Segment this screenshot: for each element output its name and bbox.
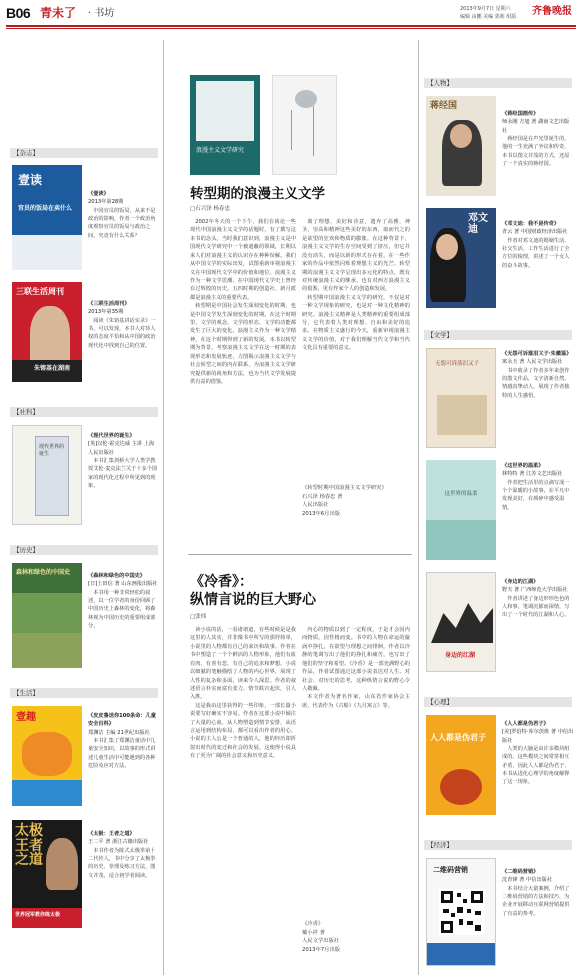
cover-jiang: 蒋经国	[426, 96, 496, 196]
byline-romanticism: □石兴泽 杨春忠	[190, 206, 230, 212]
label-people: 【人物】	[424, 78, 572, 88]
cover-qrcode: 二维码营销	[426, 858, 496, 966]
article-divider	[188, 554, 412, 555]
book-sanlian: 《三联生活周刊》 2013年第35期 阅读《朱镕基讲话实录》一书，可以发现，本书人对待人权的态度平恰和从中国的政治现代化中找到自己的位置。	[88, 301, 156, 349]
book-hypocrite: 《人人都是伪君子》 [美]罗伯特·库尔茨班 著 中信出版社 人类的大脑是由许多模块组成的，这些模块之间常常相互矛盾，因此人人都是伪君子，本书从进化心理学的角度解释了这一现象。	[502, 721, 574, 786]
book-modern-world: 《现代世界的诞生》 [英]汉伦·霍克达威 主讲 上海人民出版社 本书汇集剑桥大学人类学教授艾伦·麦克法兰关于十多个国家的现代化过程中所见到的现象。	[88, 433, 158, 489]
date-text: 2013年9月7日 星期六	[460, 6, 511, 12]
cover-hypocrite: 人人都是伪君子	[426, 715, 496, 815]
cover-romanticism: 浪漫主义文学研究	[190, 75, 260, 175]
article1-col1: 2002年冬天的一个下午，我们在谈论一些现代中国浪漫主义文学的话题时，有了撰写这本书的念头。当时我们意识到，浪漫主义是中国现代文学研究中一个被遮蔽的领域，长期以来人们对浪漫主义的认识存在种种误解。我们从中国文学的实际出发，试图重新审视浪漫主义在中国现代文学中的价值和地位。浪漫主义作为一种文学思潮，在中国现代文学史上曾经有过辉煌的历史，五四时期的创造社、新月派都是浪漫主义的重要代表。 转型期是中国社会发生深刻变化的时期，也是中国文学发生深刻变化的时期。在这个时期里，文学的观念、文学的形态、文学的功能都发生了巨大的变化。浪漫主义作为一种文学精神，在这个时期得到了新的发展。本书以转型期为背景，考察浪漫主义文学在这一时期的表现形态和发展轨迹，力图揭示浪漫主义文学与社会转型之间的内在联系，为浪漫主义文学研究提供新的视角和方法，也为当代文学发展提供有益的借鉴。	[190, 219, 296, 386]
label-literature: 【文学】	[424, 330, 572, 340]
cover-forest-china: 森林和绿色的中国史	[12, 563, 82, 668]
book-deng: 《邓文迪：我不是传奇》 青云 著 中国财政经济出版社 作者对邓文迪的婚姻生活、社交生活、工作生活进行了全方位的梳理，讲述了一个女人的奋斗故事。	[502, 221, 570, 269]
article1-bookinfo: 《转型时期中国浪漫主义文学研究》 石兴泽 杨春忠 著 人民出版社 2013年6月出版	[302, 485, 387, 518]
book-qrcode: 《二维码营销》 沈青锋 著 中信出版社 本书结合大量案例，介绍了二维码营销的方法和技巧，为企业开展移动互联网营销提供了有益的参考。	[502, 869, 570, 917]
page-number: B06	[6, 5, 31, 21]
article-title-romanticism: 转型期的浪漫主义文学	[190, 186, 325, 202]
cover-jianghu: 身边的江湖	[426, 572, 496, 672]
label-psychology: 【心理】	[424, 697, 572, 707]
article-title-lengxiang: 《冷香》： 纵情言说的巨大野心	[190, 574, 316, 608]
article2-col2: 内心的物质以到了一定程度，于是才会因内而物质，因性格而变。书中的人物在命运的漩涡中挣扎，在欲望与理想之间徘徊，作者以冷静的笔调写出了他们的挣扎和痛苦，也写出了他们的坚守和希望。《冷香》是一部充满野心的作品，作者试图通过这部小说表达对人生、对社会、对历史的思考，这种纵情言说的野心令人敬佩。 本文作者为著名作家，山东省作家协会主席，代表作为《古船》《九月寓言》等。	[302, 627, 410, 709]
book-yidu: 《壹读》 2013年第28期 中国官员的饭局，从来不是政治的影响，作者一个政治角度观察官员的饭局与政治之间，究竟有什么关系？	[88, 191, 156, 239]
newspaper-logo: 齐鲁晚报	[532, 6, 572, 17]
masthead	[0, 0, 580, 30]
cover-deng: 邓文迪	[426, 208, 496, 308]
cover-sanlian: 三联生活周刊 朱镕基在湖南	[12, 282, 82, 382]
book-gentle: 《这世界的温柔》 林特特 著 江苏文艺出版社 作者把生活里的点滴写成一个个温暖的小故事，在平凡中发现美好，在琐碎中感受温情。	[502, 463, 570, 511]
label-social: 【社科】	[10, 407, 158, 417]
article2-bookinfo: 《冷香》 戴小祥 著 人民文学出版社 2013年7月出版	[302, 921, 341, 954]
book-taiji: 《太极：王者之道》 王二平 著 浙江古籍出版社 本书作者为陈式太极拳第十二代传人，书中分享了太极拳的历史、拳理及练习方法，图文并茂，适合初学者阅读。	[88, 831, 156, 879]
article1-col2: 离了理想、美好和诗意，遗弃了高雅、神圣、崇高和精神这些美好的东西，取而代之的是欲望的狂欢和物质的膨胀。在这种背景下，浪漫主义文学的生存空间受到了挤压，但它并没有消失，而是以新的形式存在着，在一些作家的作品中依然闪烁着理想主义的光芒。转型期的浪漫主义文学呈现出多元化的特点，既有对传统浪漫主义的继承，也有对西方浪漫主义的借鉴，更有作家个人的创造和发展。 转型期中国浪漫主义文学的研究，不仅是对一种文学现象的研究，也是对一种文化精神的研究。浪漫主义精神是人类精神的重要组成部分，它代表着人类对理想、自由和美好的追求。在物质主义盛行的今天，重新审视浪漫主义文学的价值，对于我们理解当代文学和当代文化具有重要的意义。	[302, 219, 410, 352]
column-divider-right	[418, 40, 419, 975]
cover-lengxiang	[272, 75, 337, 175]
cover-modern-world: 现代世界的诞生	[12, 425, 82, 525]
qr-code-icon	[439, 889, 485, 935]
book-poem: 《无怨可诉落泪又子·朱徽鉴》 寓永玉 著 人民文学出版社 书中收录了作者多年来创作的散文作品，文字清新自然，情感真挚动人，展现了作者独特的人生感悟。	[502, 351, 572, 399]
section-title: 青未了	[40, 6, 77, 20]
cover-pipilu: 壹趣	[12, 706, 82, 806]
label-history: 【历史】	[10, 545, 158, 555]
cover-poem: 无怨可诉落泪又子	[426, 348, 496, 448]
column-divider-left	[163, 40, 164, 975]
cover-yidu: 壹读 官员的饭局在卖什么	[12, 165, 82, 270]
book-jianghu: 《身边的江湖》 野夫 著 广西师范大学出版社 作者讲述了身边形形色色的人和事，笔调沉郁而深情，写出了一个时代的江湖和人心。	[502, 579, 570, 619]
book-pipilu: 《皮皮鲁送你100条命：儿童安全百科》 郑渊洁 主编 21世纪出版社 本书汇集了郑渊洁童话中儿童安全知识，以故事的形式讲述儿童生活中可能遇到的各种危险及应对方法。	[88, 713, 156, 769]
editors-text: 编辑 由鹏 美编 郭莉 组版	[460, 14, 517, 20]
header-rule	[6, 25, 576, 27]
article2-col1: 读小说的话，一看诸诸道，有些时候是是我这里的人其实，并非像书中所写的那样简单，小说里的人物都有自己的来历和故事。作者在书中塑造了一个个鲜活的人物形象，他们有血有肉，有喜有悲，有自己的追求和梦想。小说以细腻的笔触描绘了人物的内心世界，展现了人性的复杂和多面，读来令人深思。作者的叙述语言朴实而富有张力，情节跌宕起伏，引人入胜。 这是我由这里获得的一些印象，一部长篇小说要写好确实不容易。作者在这部小说中倾注了大量的心血，从人物塑造到情节安排，从语言运用到结构布局，都可以看出作者的用心。小说的主人公是一个普通的人，他的经历却折射出时代的变迁和社会的发展，这使得小说具有了更为广阔的社会意义和历史意义。	[190, 627, 296, 760]
book-jiang: 《蒋经国画传》 师永刚 方旭 著 湖南文艺出版社 蒋经国是在声光里诞生的，他的一生充满了争议和传奇，本书以图文并茂的方式，还原了一个真实的蒋经国。	[502, 111, 570, 167]
book-forest-china: 《森林和绿色的中国史》 [日]上田信 著 山东画报出版社 本书用一种非常轻松的叙述，以一位学者的身份回顾了中国历史上森林的变化，将森林视为中国历史的重要组成部分。	[88, 573, 158, 629]
cover-gentle: 这世界的温柔	[426, 460, 496, 560]
header-rule-thin	[6, 28, 576, 29]
section-subtitle: · 书坊	[88, 8, 115, 19]
label-magazine: 【杂志】	[10, 148, 158, 158]
byline-lengxiang: □张炜	[190, 614, 207, 620]
label-economy: 【经济】	[424, 840, 572, 850]
label-life: 【生活】	[10, 688, 158, 698]
cover-taiji: 太极王者之道 世界冠军教你练太极	[12, 820, 82, 928]
header-date	[460, 5, 530, 21]
